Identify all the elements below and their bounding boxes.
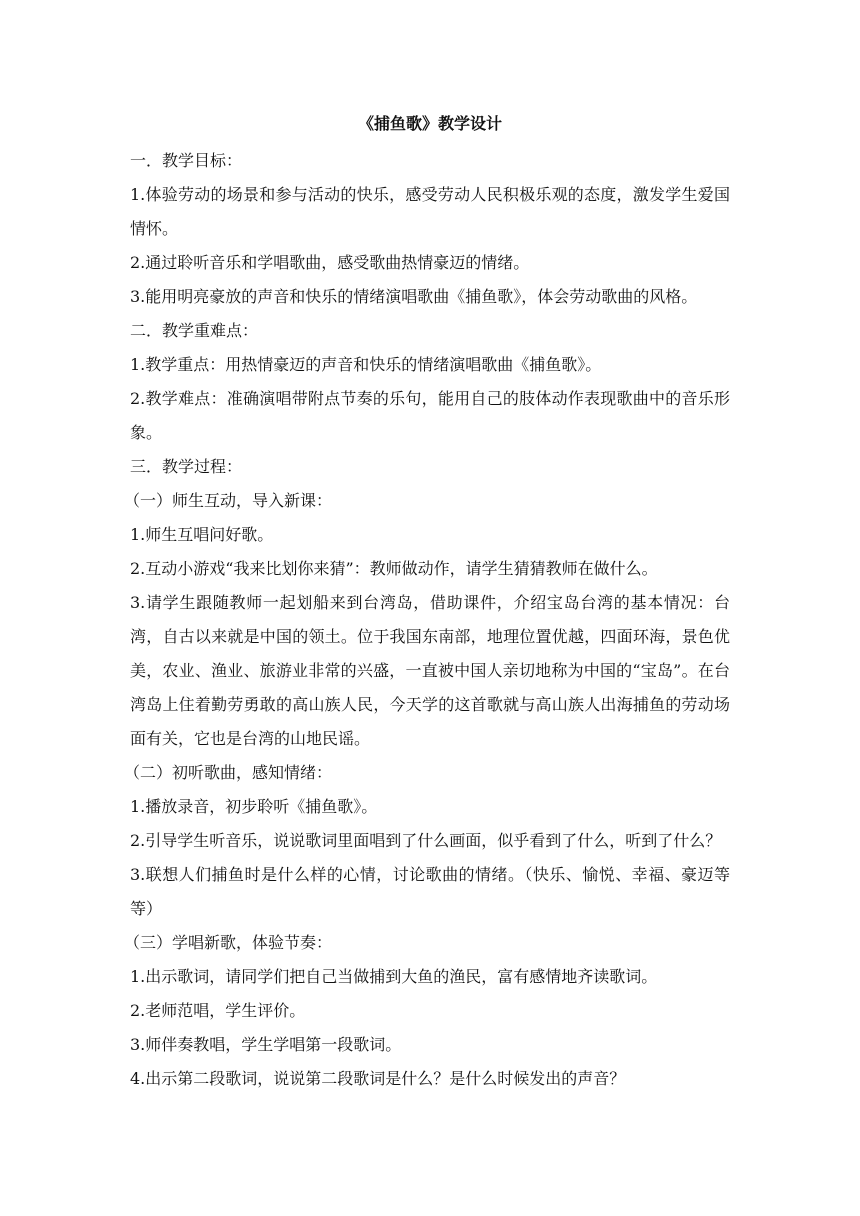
process-item-3-2: 2.老师范唱，学生评价。 [130,1001,306,1020]
process-item-3-4: 4.出示第二段歌词，说说第二段歌词是什么？是什么时候发出的声音？ [130,1069,626,1088]
subsection-heading-3: （三）学唱新歌，体验节奏： [124,933,333,952]
key-point-item-2: 2.教学难点：准确演唱带附点节奏的乐句，能用自己的肢体动作表现歌曲中的音乐形象。 [130,389,730,442]
section-heading-goals: 一．教学目标： [130,151,243,170]
process-item-1-1: 1.师生互唱问好歌。 [130,525,274,544]
document-title: 《捕鱼歌》教学设计 [357,114,502,133]
process-item-3-1: 1.出示歌词，请同学们把自己当做捕到大鱼的渔民，富有感情地齐读歌词。 [130,967,658,986]
goal-item-1: 1.体验劳动的场景和参与活动的快乐，感受劳动人民积极乐观的态度，激发学生爱国情怀。 [130,185,730,238]
process-item-1-3: 3.请学生跟随教师一起划船来到台湾岛，借助课件，介绍宝岛台湾的基本情况：台湾，自古以来就是中国的领土。位于我国东南部，地理位置优越，四面环海，景色优美，农业、渔业、旅游业非常的兴盛，一直被中国人亲切地称为中国的“宝岛”。在台湾岛上住着勤劳勇敢的高山族人民，今天学的这首歌就与高山族人出海捕鱼的劳动场面有关，它也是台湾的山地民谣。 [130,593,730,748]
section-heading-process: 三．教学过程： [130,457,243,476]
process-item-2-3: 3.联想人们捕鱼时是什么样的心情，讨论歌曲的情绪。（快乐、愉悦、幸福、豪迈等等） [130,865,730,918]
process-item-3-3: 3.师伴奏教唱，学生学唱第一段歌词。 [130,1035,402,1054]
section-heading-key-points: 二．教学重难点： [130,321,259,340]
subsection-heading-2: （二）初听歌曲，感知情绪： [124,763,333,782]
document-body [124,144,730,1096]
process-item-1-2: 2.互动小游戏“我来比划你来猜”：教师做动作，请学生猜猜教师在做什么。 [130,559,658,578]
goal-item-2: 2.通过聆听音乐和学唱歌曲，感受歌曲热情豪迈的情绪。 [130,253,530,272]
subsection-heading-1: （一）师生互动，导入新课： [124,491,333,510]
key-point-item-1: 1.教学重点：用热情豪迈的声音和快乐的情绪演唱歌曲《捕鱼歌》。 [130,355,602,374]
goal-item-3: 3.能用明亮豪放的声音和快乐的情绪演唱歌曲《捕鱼歌》，体会劳动歌曲的风格。 [130,287,698,306]
process-item-2-1: 1.播放录音，初步聆听《捕鱼歌》。 [130,797,378,816]
process-item-2-2: 2.引导学生听音乐，说说歌词里面唱到了什么画面，似乎看到了什么，听到了什么？ [130,831,722,850]
